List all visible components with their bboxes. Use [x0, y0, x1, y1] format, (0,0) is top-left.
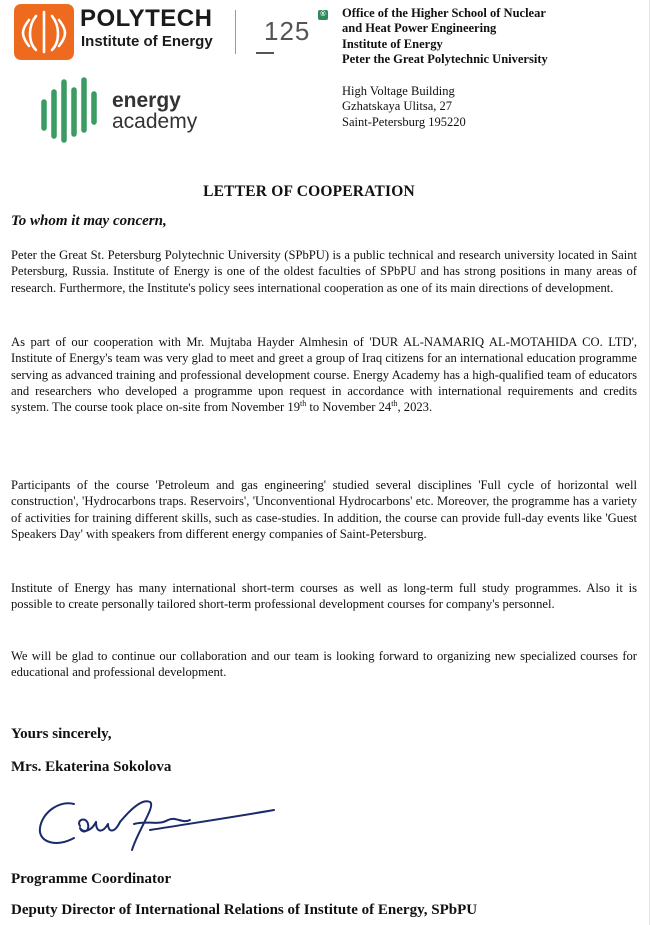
letter-title: LETTER OF COOPERATION: [203, 183, 415, 200]
energy-academy-logo: [40, 76, 230, 144]
anniversary-logo: [254, 8, 334, 60]
address-line: Gzhatskaya Ulitsa, 27: [342, 99, 453, 114]
paragraph-closing: We will be glad to continue our collaboration and our team is looking forward to organizing new specialized courses for educational and professional development.: [11, 649, 637, 680]
anniversary-number: 125: [264, 16, 311, 46]
office-line: Office of the Higher School of Nuclear: [342, 6, 546, 20]
signer-department: Deputy Director of International Relations of Institute of Energy, SPbPU: [11, 902, 478, 918]
address-line: Saint-Petersburg 195220: [342, 114, 466, 129]
anniversary-underline: [256, 52, 274, 54]
address-line: High Voltage Building: [342, 84, 455, 98]
energy-academy-bars-icon: [40, 76, 104, 144]
salutation: To whom it may concern,: [11, 213, 167, 229]
energy-academy-name-line2: academy: [112, 110, 198, 133]
polytech-name: POLYTECH: [80, 5, 213, 32]
polytech-emblem-icon: [14, 4, 74, 60]
signer-role: Programme Coordinator: [11, 871, 172, 887]
office-block: [342, 6, 642, 68]
paragraph-cooperation: [11, 334, 637, 415]
signer-name: Mrs. Ekaterina Sokolova: [11, 759, 172, 775]
polytech-subtitle: Institute of Energy: [81, 33, 213, 50]
office-line: Peter the Great Polytechnic University: [342, 52, 548, 67]
address-block: [342, 84, 642, 130]
energy-academy-name-line1: energy: [112, 89, 181, 112]
paragraph-text: , 2023.: [397, 400, 433, 415]
handwritten-signature: [30, 790, 280, 854]
ordinal-suffix: th: [300, 399, 307, 408]
paragraph-intro: Peter the Great St. Petersburg Polytechnic University (SPbPU) is a public technical and research university located in Saint Petersburg, Russia. Institute of Energy is one of the oldest faculties of SPbPU and has strong positions in many areas of research. Furthermore, the Institute's policy sees international cooperation as one of its main directions of development.: [11, 248, 637, 295]
polytech-logo: [14, 4, 224, 60]
paragraph-course: Participants of the course 'Petroleum and gas engineering' studied several disciplines 'Full cycle of horizontal well construction', 'Hydrocarbons traps. Reservoirs', 'Unconventional Hydrocarbons' etc. Moreover, the programme has a variety of activities for training different skills, such as case-studies. In addition, the course can provide full-day events like 'Guest Speakers Day' with speakers from different energy companies of Saint-Petersburg.: [11, 478, 637, 541]
anniversary-badge: ®: [318, 10, 328, 20]
office-line: Institute of Energy: [342, 36, 443, 51]
paragraph-text: As part of our cooperation with Mr. Mujtaba Hayder Almhesin of 'DUR AL-NAMARIQ AL-MOTAHIDA CO. LTD', Institute of Energy's team was very glad to meet and greet a group of Iraq citizens for an international education programme serving as advanced training and professional development course. Energy Academy has a high-qualified team of educators and researchers who developed a programme upon request in accordance with international requirements and credits system. The course took place on-site from November 19: [11, 335, 637, 415]
paragraph-text: to November 24: [306, 400, 392, 415]
office-line: and Heat Power Engineering: [342, 21, 497, 36]
paragraph-programmes: Institute of Energy has many international short-term courses as well as long-term full study programmes. Also it is possible to create personally tailored short-term professional development courses for company's personnel.: [11, 581, 637, 612]
closing-phrase: Yours sincerely,: [11, 726, 112, 742]
header-divider: [235, 10, 236, 54]
ordinal-suffix: th: [391, 399, 398, 408]
